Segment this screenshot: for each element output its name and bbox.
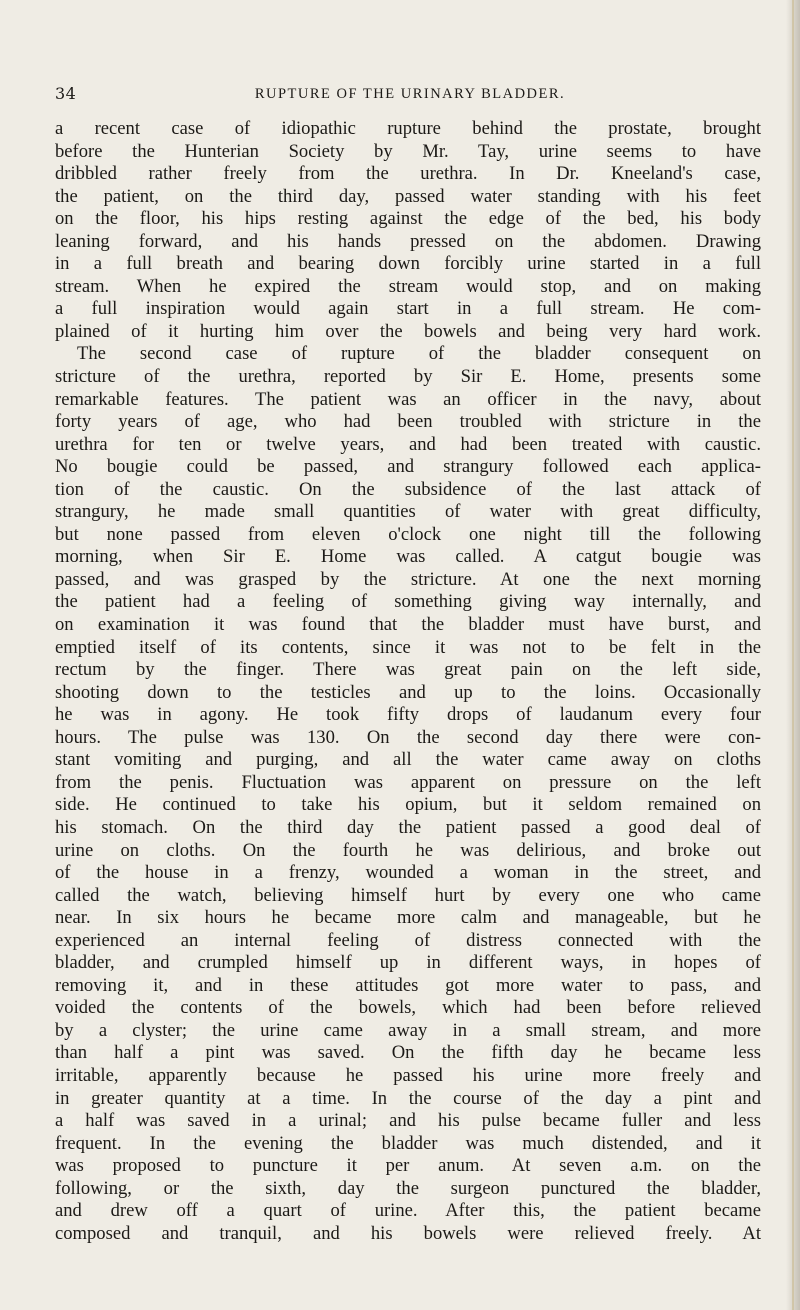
text-line: irritable, apparently because he passed his urine more freely and xyxy=(55,1064,761,1086)
text-line: before the Hunterian Society by Mr. Tay, urine seems to have xyxy=(55,140,761,162)
page-header xyxy=(55,84,755,106)
text-line: rectum by the finger. There was great pain on the left side, xyxy=(55,659,761,681)
text-line: by a clyster; the urine came away in a small stream, and more xyxy=(55,1019,761,1041)
text-line: the patient, on the third day, passed water standing with his feet xyxy=(55,185,761,207)
text-line: was proposed to puncture it per anum. At seven a.m. on the xyxy=(55,1155,761,1177)
text-line: tion of the caustic. On the subsidence of the last attack of xyxy=(55,478,761,500)
text-line: stream. When he expired the stream would stop, and on making xyxy=(55,275,761,297)
text-line: hours. The pulse was 130. On the second day there were con- xyxy=(55,726,761,748)
text-line: on the floor, his hips resting against the edge of the bed, his body xyxy=(55,208,761,230)
text-line: in a full breath and bearing down forcibly urine started in a full xyxy=(55,253,761,275)
text-line: side. He continued to take his opium, but it seldom remained on xyxy=(55,794,761,816)
text-line: leaning forward, and his hands pressed on the abdomen. Drawing xyxy=(55,230,761,252)
text-line: the patient had a feeling of something giving way internally, and xyxy=(55,591,761,613)
text-line: The second case of rupture of the bladder consequent on xyxy=(77,343,761,365)
text-line: stant vomiting and purging, and all the water came away on cloths xyxy=(55,749,761,771)
text-line: passed, and was grasped by the stricture. At one the next morning xyxy=(55,568,761,590)
text-line: bladder, and crumpled himself up in different ways, in hopes of xyxy=(55,952,761,974)
text-line: strangury, he made small quantities of water with great difficulty, xyxy=(55,501,761,523)
text-line: in greater quantity at a time. In the course of the day a pint and xyxy=(55,1087,761,1109)
running-head: RUPTURE OF THE URINARY BLADDER. xyxy=(254,86,566,102)
text-line: his stomach. On the third day the patient passed a good deal of xyxy=(55,816,761,838)
text-line: of the house in a frenzy, wounded a woman in the street, and xyxy=(55,862,761,884)
text-line: composed and tranquil, and his bowels were relieved freely. At xyxy=(55,1222,761,1244)
text-line: No bougie could be passed, and strangury followed each applica- xyxy=(55,456,761,478)
text-line: dribbled rather freely from the urethra. In Dr. Kneeland's case, xyxy=(55,163,761,185)
text-line: morning, when Sir E. Home was called. A catgut bougie was xyxy=(55,546,761,568)
text-line: forty years of age, who had been troubled with stricture in the xyxy=(55,411,761,433)
text-line: voided the contents of the bowels, which had been before relieved xyxy=(55,997,761,1019)
text-line: urethra for ten or twelve years, and had been treated with caustic. xyxy=(55,433,761,455)
text-line: on examination it was found that the bladder must have burst, and xyxy=(55,614,761,636)
text-line: experienced an internal feeling of distress connected with the xyxy=(55,929,761,951)
text-line: urine on cloths. On the fourth he was delirious, and broke out xyxy=(55,839,761,861)
text-line: following, or the sixth, day the surgeon punctured the bladder, xyxy=(55,1177,761,1199)
text-line: called the watch, believing himself hurt by every one who came xyxy=(55,884,761,906)
text-line: near. In six hours he became more calm and manageable, but he xyxy=(55,907,761,929)
text-line: emptied itself of its contents, since it was not to be felt in the xyxy=(55,636,761,658)
text-line: shooting down to the testicles and up to the loins. Occasionally xyxy=(55,681,761,703)
text-line: removing it, and in these attitudes got more water to pass, and xyxy=(55,974,761,996)
text-line: and drew off a quart of urine. After this, the patient became xyxy=(55,1200,761,1222)
text-line: plained of it hurting him over the bowels and being very hard work. xyxy=(55,320,761,342)
page-number: 34 xyxy=(55,84,77,103)
text-line: from the penis. Fluctuation was apparent on pressure on the left xyxy=(55,771,761,793)
text-line: a half was saved in a urinal; and his pulse became fuller and less xyxy=(55,1110,761,1132)
body-text xyxy=(55,118,761,1245)
text-line: he was in agony. He took fifty drops of laudanum every four xyxy=(55,704,761,726)
text-line: a full inspiration would again start in a full stream. He com- xyxy=(55,298,761,320)
text-line: remarkable features. The patient was an officer in the navy, about xyxy=(55,388,761,410)
text-line: but none passed from eleven o'clock one night till the following xyxy=(55,523,761,545)
text-line: stricture of the urethra, reported by Sir E. Home, presents some xyxy=(55,366,761,388)
page-edge-line xyxy=(792,0,794,1310)
text-line: frequent. In the evening the bladder was much distended, and it xyxy=(55,1132,761,1154)
text-line: a recent case of idiopathic rupture behind the prostate, brought xyxy=(55,118,761,139)
text-line: than half a pint was saved. On the fifth day he became less xyxy=(55,1042,761,1064)
